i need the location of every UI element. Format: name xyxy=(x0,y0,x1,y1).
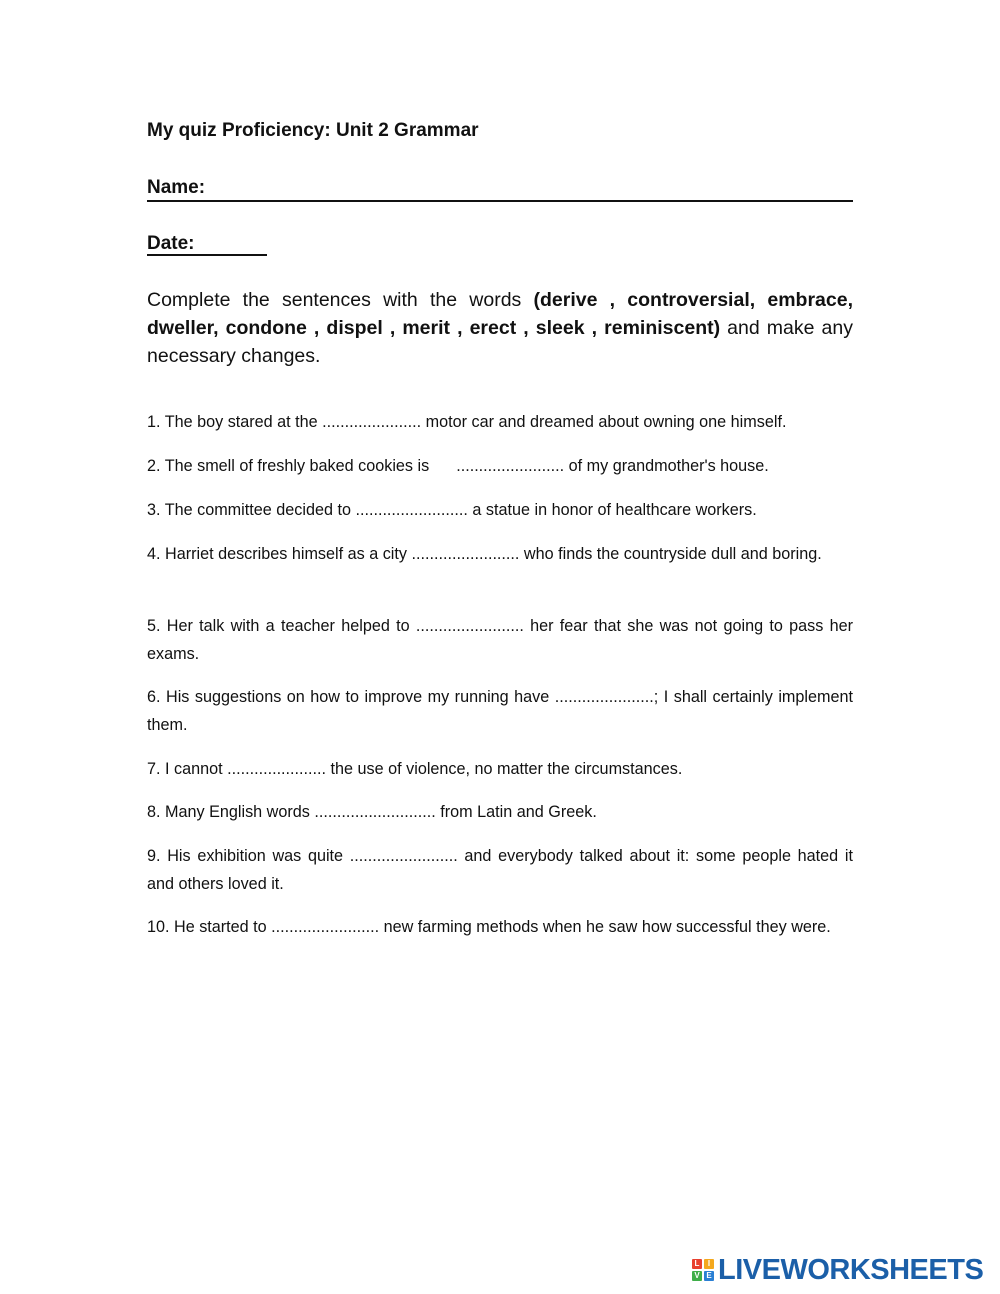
question-7: 7. I cannot ...................... the use of violence, no matter the circumstances. xyxy=(147,760,683,778)
logo-mark-icon xyxy=(692,1259,714,1281)
question-8: 8. Many English words ........................... from Latin and Greek. xyxy=(147,803,597,821)
name-label: Name: xyxy=(147,177,206,198)
page-title: My quiz Proficiency: Unit 2 Grammar xyxy=(147,120,479,141)
logo-mark-letter: L xyxy=(692,1259,702,1269)
question-1: 1. The boy stared at the ...................... motor car and dreamed about owning one himself. xyxy=(147,413,787,431)
word-bank: (derive , controversial, embrace, dweller, condone , dispel , merit , erect , sleek , reminiscent) xyxy=(147,289,854,339)
logo-mark-letter: E xyxy=(704,1271,714,1281)
question-10: 10. He started to ........................ new farming methods when he saw how successful they were. xyxy=(147,918,831,936)
logo-mark-letter: I xyxy=(704,1259,714,1269)
name-field[interactable] xyxy=(147,176,853,202)
question-6: 6. His suggestions on how to improve my running have ......................; I shall certainly implement them. xyxy=(147,688,853,734)
logo-text: LIVEWORKSHEETS xyxy=(718,1253,984,1286)
question-4: 4. Harriet describes himself as a city ........................ who finds the countryside dull and boring. xyxy=(147,545,822,563)
instructions-suffix: and make any necessary changes. xyxy=(147,317,853,367)
liveworksheets-logo xyxy=(692,1254,983,1286)
question-5: 5. Her talk with a teacher helped to ........................ her fear that she was not going to pass her exams. xyxy=(147,617,853,663)
date-label: Date: xyxy=(147,233,195,254)
question-3: 3. The committee decided to ......................... a statue in honor of healthcare workers. xyxy=(147,501,757,519)
date-field[interactable] xyxy=(147,232,267,256)
question-2: 2. The smell of freshly baked cookies is ........................ of my grandmother's house. xyxy=(147,457,769,475)
logo-mark-letter: V xyxy=(692,1271,702,1281)
instructions xyxy=(147,286,853,370)
question-9: 9. His exhibition was quite ........................ and everybody talked about it: some people hated it and others loved it. xyxy=(147,847,853,893)
instructions-prefix: Complete the sentences with the words xyxy=(147,289,534,311)
date-blank[interactable] xyxy=(195,234,267,256)
